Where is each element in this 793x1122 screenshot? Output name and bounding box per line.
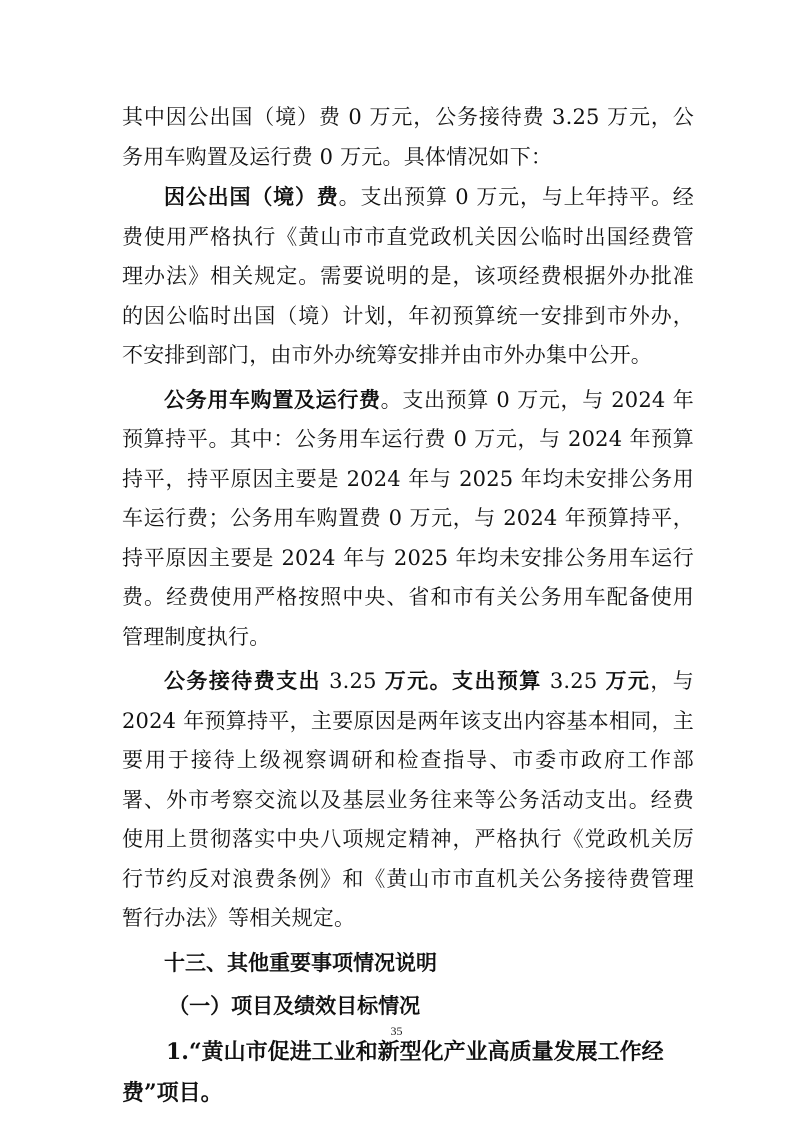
paragraph-reception-expense <box>122 661 694 939</box>
paragraph-vehicle-expense <box>122 380 694 658</box>
reception-expense-lead-1: 公务接待费支出 <box>164 668 321 693</box>
reception-expense-amount-1: 3.25 <box>320 669 385 693</box>
summary-text: 其中因公出国（境）费 0 万元，公务接待费 3.25 万元，公务用车购置及运行费 0 万元。具体情况如下： <box>122 105 694 169</box>
item-heading-1: 1.“黄山市促进工业和新型化产业高质量发展工作经费”项目。 <box>122 1038 664 1106</box>
overseas-expense-body: 。支出预算 0 万元，与上年持平。经费使用严格执行《黄山市市直党政机关因公临时出国经费管理办法》相关规定。需要说明的是，该项经费根据外办批准的因公临时出国（境）计划，年初预算统一安排到市外办，不安排到部门，由市外办统筹安排并由市外办集中公开。 <box>122 185 695 367</box>
reception-expense-amount-2: 3.25 <box>541 669 606 693</box>
subsection-heading-1: （一）项目及绩效目标情况 <box>168 993 421 1018</box>
vehicle-expense-body: 。支出预算 0 万元，与 2024 年预算持平。其中：公务用车运行费 0 万元，与 2024 年预算持平，持平原因主要是 2024 年与 2025 年均未安排公务用车运行费；公务用车购置费 0 万元，与 2024 年预算持平，持平原因主要是 2024 年与 2025 年均未安排公务用车运行费。经费使用严格按照中央、省和市有关公务用车配备使用管理制度执行。 <box>122 387 695 649</box>
paragraph-summary <box>122 98 694 177</box>
paragraph-overseas-expense <box>122 177 694 376</box>
reception-expense-lead-2: 万元。支出预算 <box>384 668 542 693</box>
page-number: 35 <box>390 1024 403 1038</box>
reception-expense-body: ，与 2024 年预算持平，主要原因是两年该支出内容基本相同，主要用于接待上级视察调研和检查指导、市委市政府工作部署、外市考察交流以及基层业务往来等公务活动支出。经费使用上贯彻落实中央八项规定精神，严格执行《党政机关厉行节约反对浪费条例》和《黄山市市直机关公务接待费管理暂行办法》等相关规定。 <box>122 669 694 930</box>
section-heading-13: 十三、其他重要事项情况说明 <box>164 949 437 975</box>
document-page <box>122 98 694 1114</box>
vehicle-expense-lead: 公务用车购置及运行费 <box>164 386 381 412</box>
reception-expense-lead-3: 万元 <box>605 668 651 693</box>
overseas-expense-lead: 因公出国（境）费 <box>164 184 339 209</box>
